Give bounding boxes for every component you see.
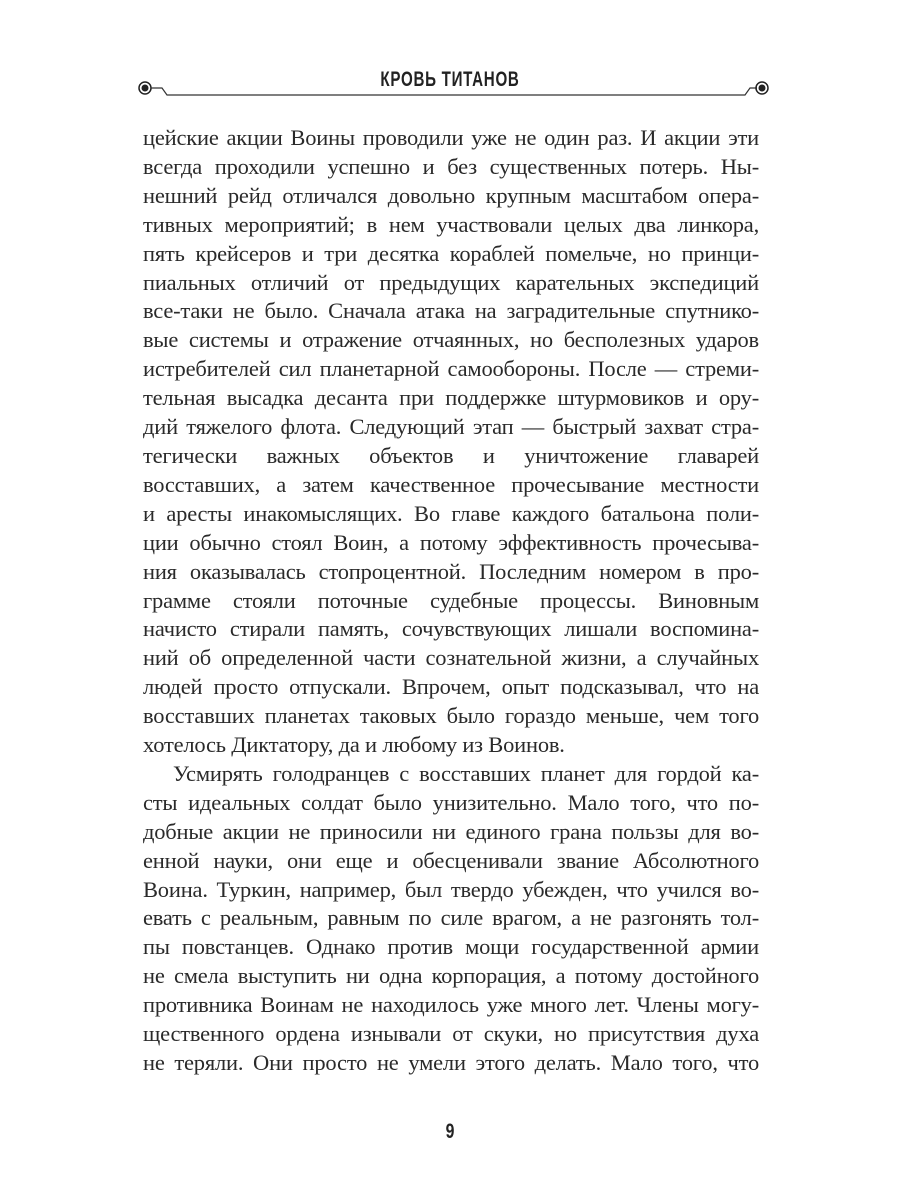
text-line: пы повстанцев. Однако против мощи государственной армии [143, 934, 759, 960]
text-line: людей просто отпускали. Впрочем, опыт подсказывал, что на [143, 674, 759, 700]
paragraph [143, 124, 759, 760]
text-line: начисто стирали память, сочувствующих лишали воспомина- [143, 616, 759, 642]
text-line: хотелось Диктатору, да и любому из Воинов. [143, 732, 565, 758]
text-line: все-таки не было. Сначала атака на заградительные спутнико- [143, 298, 759, 324]
page-number: 9 [445, 1120, 455, 1143]
running-header [0, 0, 900, 120]
text-line: тельная высадка десанта при поддержке штурмовиков и ору- [143, 385, 759, 411]
text-line: грамме стояли поточные судебные процессы. Виновным [143, 587, 759, 613]
text-line: вые системы и отражение отчаянных, но бесполезных ударов [143, 327, 759, 353]
text-line: не смела выступить ни одна корпорация, а потому достойного [143, 963, 759, 989]
text-line: сты идеальных солдат было унизительно. Мало того, что по- [143, 789, 759, 815]
text-line: дий тяжелого флота. Следующий этап — быстрый захват стра- [143, 414, 759, 440]
text-line: пять крейсеров и три десятка кораблей помельче, но принци- [143, 240, 759, 266]
text-line: истребителей сил планетарной самообороны. После — стреми- [143, 356, 759, 382]
text-line: Воина. Туркин, например, был твердо убежден, что учился во- [143, 876, 759, 902]
text-line: противника Воинам не находилось уже много лет. Члены могу- [143, 992, 759, 1018]
text-line: нешний рейд отличался довольно крупным масштабом опера- [143, 182, 759, 208]
body-text [143, 124, 759, 1078]
text-line: восставших планетах таковых было гораздо меньше, чем того [143, 703, 759, 729]
text-line: ции обычно стоял Воин, а потому эффективность прочесыва- [143, 529, 759, 555]
text-line: пиальных отличий от предыдущих карательных экспедиций [143, 269, 759, 295]
text-line: цейские акции Воины проводили уже не один раз. И акции эти [143, 125, 759, 150]
text-line: тивных мероприятий; в нем участвовали целых два линкора, [143, 211, 759, 237]
text-line: щественного ордена изнывали от скуки, но присутствия духа [143, 1021, 759, 1047]
text-line: всегда проходили успешно и без существенных потерь. Ны- [143, 153, 759, 179]
paragraph [143, 760, 759, 1078]
running-title: КРОВЬ ТИТАНОВ [380, 68, 520, 91]
text-line: ний об определенной части сознательной жизни, а случайных [143, 645, 759, 671]
text-line: евать с реальным, равным по силе врагом, а не разгонять тол- [143, 905, 759, 931]
text-line: восставших, а затем качественное прочесывание местности [143, 471, 759, 497]
text-line: Усмирять голодранцев с восставших планет для гордой ка- [173, 760, 759, 786]
header-ornament [0, 0, 900, 120]
text-line: не теряли. Они просто не умели этого делать. Мало того, что [143, 1050, 759, 1075]
text-line: добные акции не приносили ни единого грана пользы для во- [143, 818, 759, 844]
text-line: тегически важных объектов и уничтожение главарей [143, 442, 759, 468]
text-line: енной науки, они еще и обесценивали звание Абсолютного [143, 847, 759, 873]
text-line: и аресты инакомыслящих. Во главе каждого батальона поли- [143, 500, 759, 526]
text-line: ния оказывалась стопроцентной. Последним номером в про- [143, 558, 759, 584]
